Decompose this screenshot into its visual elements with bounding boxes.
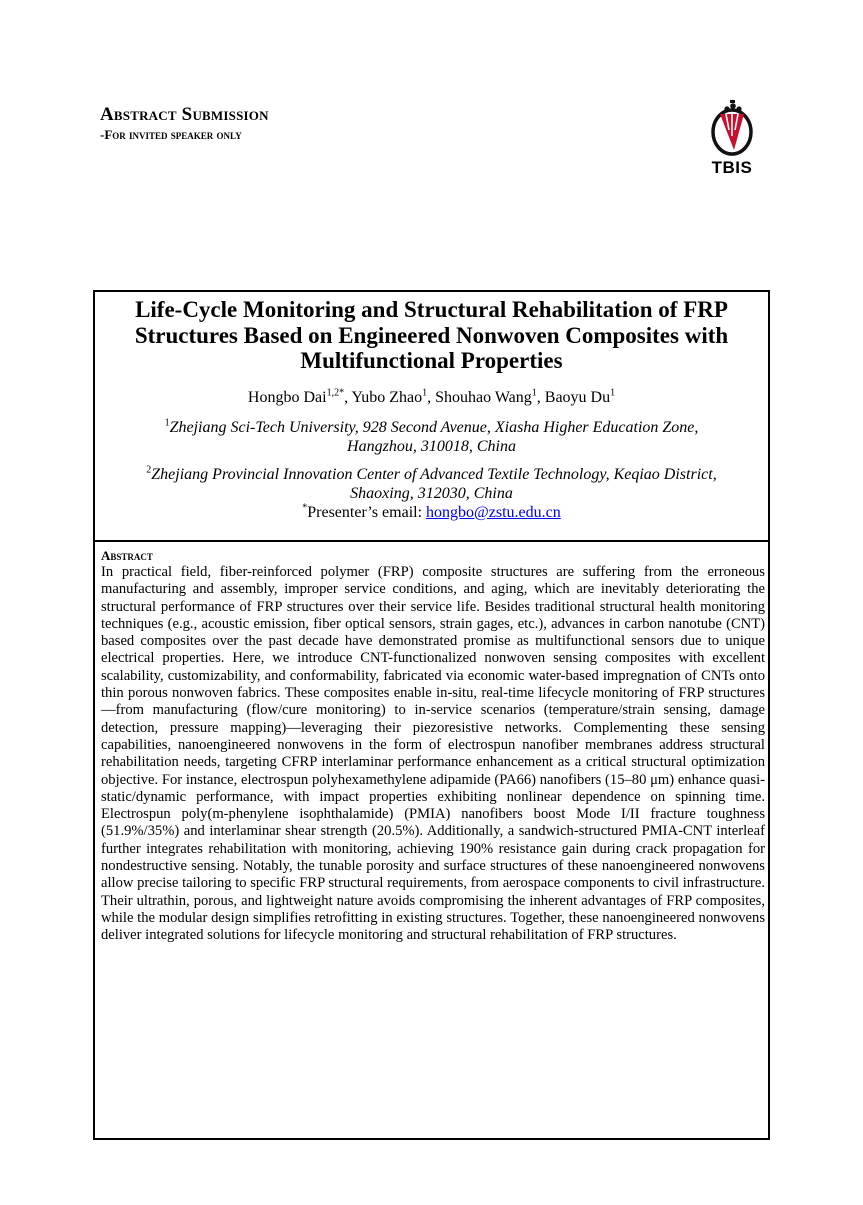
- author-affiliation-mark: 1: [610, 387, 616, 399]
- abstract-frame: [93, 290, 770, 1140]
- submission-header: [100, 104, 269, 143]
- affiliation-line: Zhejiang Sci-Tech University, 928 Second Avenue, Xiasha Higher Education Zone,: [169, 418, 699, 436]
- author-name: Shouhao Wang: [435, 388, 532, 406]
- affiliation-line: Shaoxing, 312030, China: [350, 484, 513, 502]
- abstract-section: [101, 548, 765, 945]
- abstract-heading: Abstract: [101, 548, 153, 563]
- author-name: Baoyu Du: [544, 388, 611, 406]
- paper-title: Life-Cycle Monitoring and Structural Rehabilitation of FRP Structures Based on Engineered Nonwoven Composites with Multifunctional Properties: [134, 297, 729, 373]
- presenter-email-label: Presenter’s email:: [307, 503, 427, 521]
- author-separator: ,: [427, 388, 436, 406]
- presenter-email-link[interactable]: hongbo@zstu.edu.cn: [426, 503, 561, 521]
- title-block: [95, 292, 768, 542]
- presenter-mark: *: [302, 502, 308, 514]
- author-affiliation-mark: 1: [422, 387, 428, 399]
- author-name: Hongbo Dai: [247, 388, 327, 406]
- affiliation-line: Zhejiang Provincial Innovation Center of Advanced Textile Technology, Keqiao District,: [151, 465, 717, 483]
- affiliation-2: [95, 465, 768, 503]
- author-name: Yubo Zhao: [351, 388, 423, 406]
- tbis-logo-icon: [700, 100, 764, 158]
- presenter-email-line: [95, 504, 768, 522]
- tbis-logo-text: TBIS: [711, 158, 753, 177]
- author-affiliation-mark: 1: [531, 387, 537, 399]
- author-separator: ,: [536, 388, 545, 406]
- author-separator: ,: [344, 388, 352, 406]
- affiliation-mark: 1: [164, 417, 170, 429]
- affiliation-line: Hangzhou, 310018, China: [347, 437, 516, 455]
- submission-subtitle: -For invited speaker only: [100, 127, 242, 142]
- author-affiliation-mark: 1,2*: [326, 387, 345, 399]
- affiliation-1: [95, 418, 768, 456]
- author-list: [95, 389, 768, 407]
- abstract-body: In practical field, fiber-reinforced polymer (FRP) composite structures are suffering from the erroneous manufacturing and assembly, improper service conditions, and aging, which are inevitably deteriorating the structural performance of FRP structures over their service life. Besides traditional structural health monitoring techniques (e.g., acoustic emission, fiber optical sensors, strain gages, etc.), advances in carbon nanotube (CNT) based composites over the past decade have demonstrated promise as multifunctional sensors due to unique electrical properties. Here, we introduce CNT-functionalized nonwoven sensing composites with excellent scalability, customizability, and conformability, fabricated via economic water-based impregnation of CNTs onto thin porous nonwoven fabrics. These composites enable in-situ, real-time lifecycle monitoring of FRP structures—from manufacturing (flow/cure monitoring) to in-service scenarios (temperature/strain sensing, damage detection, pressure mapping)—leveraging their piezoresistive networks. Complementing these sensing capabilities, nanoengineered nonwovens in the form of electrospun nanofiber membranes address structural rehabilitation needs, targeting CFRP interlaminar performance enhancement as a critical structural optimization objective. For instance, electrospun polyhexamethylene adipamide (PA66) nanofibers (15–80 μm) enhance quasi-static/dynamic performance, with impact properties exhibiting nonlinear dependence on spinning time. Electrospun poly(m-phenylene isophthalamide) (PMIA) nanofibers boost Mode I/II fracture toughness (51.9%/35%) and interlaminar shear strength (20.5%). Additionally, a sandwich-structured PMIA-CNT interleaf further integrates rehabilitation with monitoring, achieving 190% resistance gain during crack propagation for nondestructive sensing. Notably, the tunable porosity and surface structures of these nanoengineered nonwovens allow precise tailoring to specific FRP structural requirements, from aerospace components to civil infrastructure. Their ultrathin, porous, and lightweight nature avoids compromising the inherent advantages of FRP composites, while the modular design simplifies retrofitting in existing structures. Together, these nanoengineered nonwovens deliver integrated solutions for lifecycle monitoring and structural rehabilitation of FRP structures.: [101, 564, 765, 944]
- affiliation-mark: 2: [146, 464, 152, 476]
- tbis-logo: [700, 100, 764, 180]
- submission-title: Abstract Submission: [100, 104, 269, 125]
